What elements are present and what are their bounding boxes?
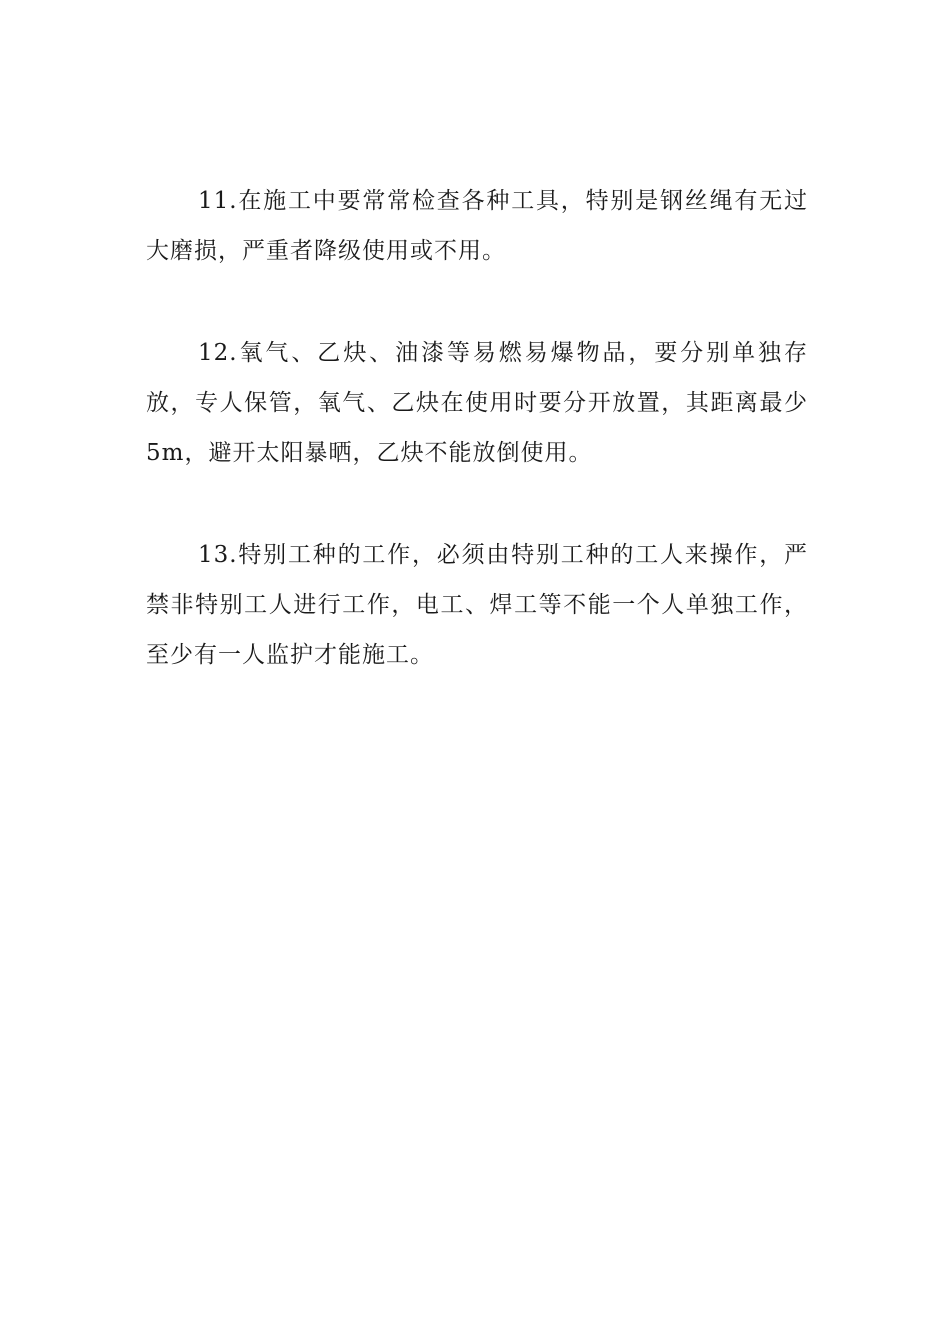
- document-body: [146, 176, 808, 732]
- paragraph-12: 12.氧气、乙炔、油漆等易燃易爆物品，要分别单独存放，专人保管，氧气、乙炔在使用时要分开放置，其距离最少5m，避开太阳暴晒，乙炔不能放倒使用。: [146, 340, 808, 466]
- paragraph-11: 11.在施工中要常常检查各种工具，特别是钢丝绳有无过大磨损，严重者降级使用或不用。: [146, 188, 808, 264]
- paragraph-13: 13.特别工种的工作，必须由特别工种的工人来操作，严禁非特别工人进行工作，电工、焊工等不能一个人单独工作，至少有一人监护才能施工。: [146, 542, 808, 668]
